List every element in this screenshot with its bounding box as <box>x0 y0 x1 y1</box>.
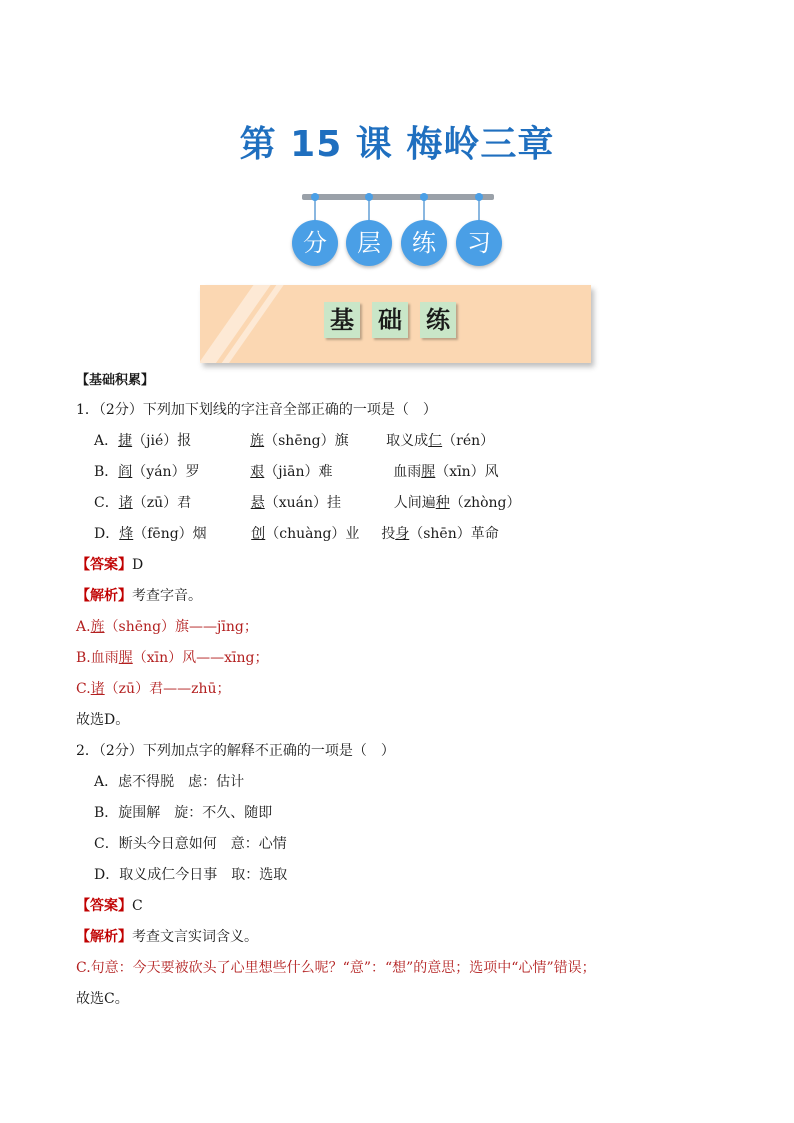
banner-bubble: 层 <box>346 220 392 266</box>
question-1-detail-c: C.诸（zū）君——zhū； <box>76 681 231 697</box>
question-1-answer: 【答案】D <box>76 557 144 573</box>
question-2-answer: 【答案】C <box>76 898 143 914</box>
banner-bar <box>302 194 494 200</box>
question-2-analysis: 【解析】考查文言实词含义。 <box>76 929 258 945</box>
question-2-option-c: C．断头今日意如何 意：心情 <box>94 836 287 852</box>
question-1-analysis: 【解析】考查字音。 <box>76 588 202 604</box>
page-title: 第 15 课 梅岭三章 <box>239 124 555 165</box>
banner-dot <box>420 193 428 201</box>
banner-stem <box>423 198 425 222</box>
panel-tile: 础 <box>372 302 408 338</box>
banner-dot <box>475 193 483 201</box>
question-1-option-d: D．烽（fēng）烟 创（chuàng）业 投身（shēn）革命 <box>94 526 499 542</box>
banner-bubble: 分 <box>292 220 338 266</box>
exercise-content <box>76 367 756 1015</box>
question-2-option-d: D．取义成仁今日事 取：选取 <box>94 867 288 883</box>
question-1-option-b: B．阎（yán）罗 艰（jiān）难 血雨腥（xīn）风 <box>94 464 499 480</box>
question-1-conclusion: 故选D。 <box>76 712 130 728</box>
question-1-stem: 1．（2分）下列加下划线的字注音全部正确的一项是（ ） <box>76 402 437 418</box>
question-2-conclusion: 故选C。 <box>76 991 129 1007</box>
section-title: 【基础积累】 <box>76 373 155 388</box>
banner-bubble: 习 <box>456 220 502 266</box>
panel-tile: 基 <box>324 302 360 338</box>
question-2-detail: C.句意：今天要被砍头了心里想些什么呢？“意”：“想”的意思；选项中“心情”错误； <box>76 960 596 976</box>
banner-dot <box>311 193 319 201</box>
banner-stem <box>314 198 316 222</box>
banner-stem <box>368 198 370 222</box>
banner-stem <box>478 198 480 222</box>
question-1-option-a: A．捷（jié）报 旌（shēng）旗 取义成仁（rén） <box>94 433 495 449</box>
layered-practice-banner <box>288 190 508 270</box>
question-2-stem: 2．（2分）下列加点字的解释不正确的一项是（ ） <box>76 743 395 759</box>
banner-dot <box>365 193 373 201</box>
question-2-option-a: A．虑不得脱 虑：估计 <box>94 774 245 790</box>
question-1-detail-a: A.旌（shēng）旗——jīng； <box>76 619 258 635</box>
question-1-option-c: C．诸（zū）君 悬（xuán）挂 人间遍种（zhòng） <box>94 495 521 511</box>
basic-practice-panel <box>200 285 591 363</box>
panel-tile: 练 <box>420 302 456 338</box>
question-2-option-b: B．旋围解 旋：不久、随即 <box>94 805 273 821</box>
banner-bubble: 练 <box>401 220 447 266</box>
question-1-detail-b: B.血雨腥（xīn）风——xīng； <box>76 650 269 666</box>
